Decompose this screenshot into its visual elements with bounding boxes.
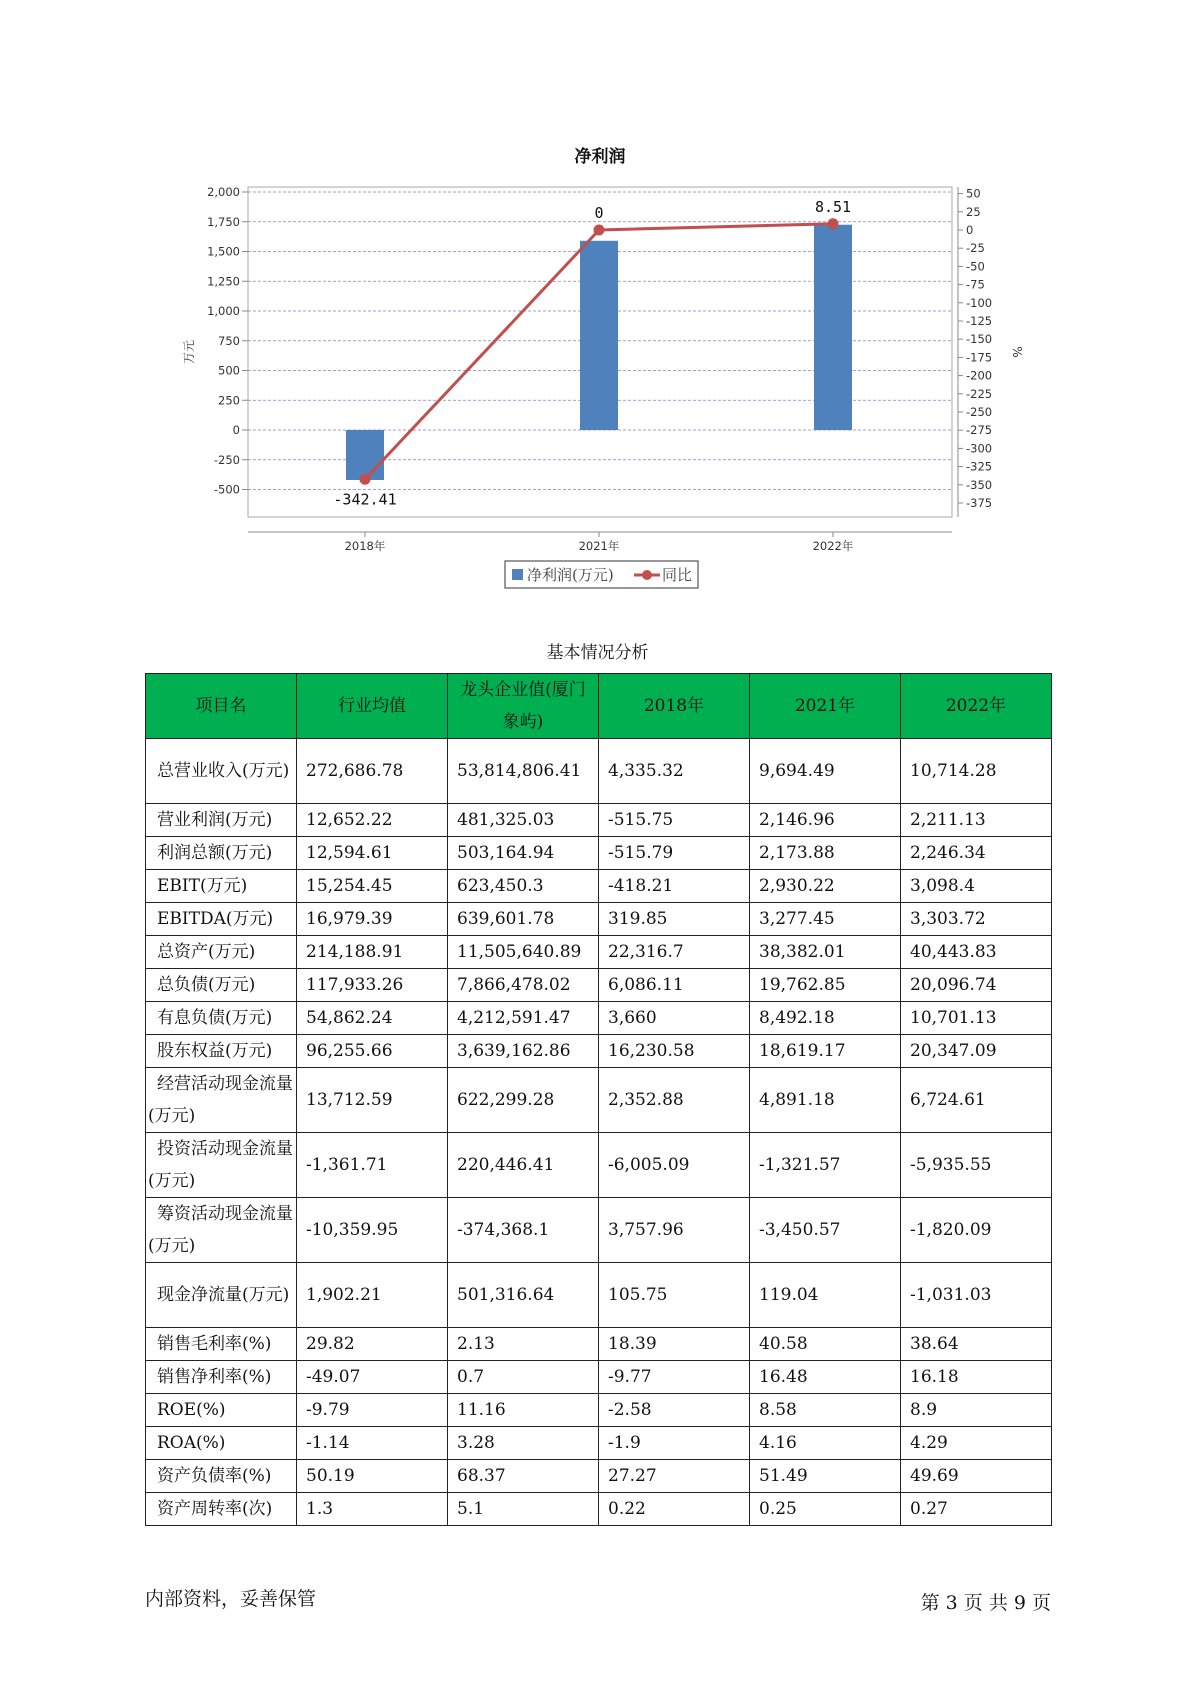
bar — [814, 225, 852, 430]
value-cell: 11.16 — [448, 1394, 599, 1427]
value-cell: 13,712.59 — [297, 1068, 448, 1133]
table-row — [146, 1035, 1052, 1068]
value-cell: 0.22 — [599, 1493, 750, 1526]
value-cell: 503,164.94 — [448, 837, 599, 870]
value-cell: 16,230.58 — [599, 1035, 750, 1068]
bar — [580, 241, 618, 430]
table-row — [146, 903, 1052, 936]
table-header-cell: 龙头企业值(厦门象屿) — [448, 674, 599, 739]
table-row — [146, 1394, 1052, 1427]
value-cell: -2.58 — [599, 1394, 750, 1427]
y2-tick-label: 50 — [966, 186, 981, 201]
value-cell: 51.49 — [750, 1460, 901, 1493]
table-header-cell: 2022年 — [901, 674, 1052, 739]
y2-tick-label: -150 — [966, 332, 993, 347]
row-label-cell: 投资活动现金流量(万元) — [146, 1133, 297, 1198]
value-cell: 105.75 — [599, 1263, 750, 1328]
table-row — [146, 1328, 1052, 1361]
value-cell: 11,505,640.89 — [448, 936, 599, 969]
y-tick-label: 1,250 — [207, 274, 240, 289]
value-cell: -515.75 — [599, 804, 750, 837]
value-cell: -1,361.71 — [297, 1133, 448, 1198]
y2-tick-label: -275 — [966, 423, 993, 438]
value-cell: 16.48 — [750, 1361, 901, 1394]
y-tick-label: 1,500 — [207, 244, 240, 259]
value-cell: 1.3 — [297, 1493, 448, 1526]
row-label-cell: 总营业收入(万元) — [146, 739, 297, 804]
value-cell: 10,714.28 — [901, 739, 1052, 804]
y2-tick-label: -225 — [966, 386, 993, 401]
row-label-cell: 股东权益(万元) — [146, 1035, 297, 1068]
net-profit-chart — [0, 0, 1191, 600]
table-row — [146, 870, 1052, 903]
value-cell: 622,299.28 — [448, 1068, 599, 1133]
value-cell: 3,277.45 — [750, 903, 901, 936]
value-cell: 9,694.49 — [750, 739, 901, 804]
data-label: -342.41 — [333, 490, 397, 509]
row-label-cell: EBITDA(万元) — [146, 903, 297, 936]
value-cell: 22,316.7 — [599, 936, 750, 969]
value-cell: -515.79 — [599, 837, 750, 870]
row-label-cell: EBIT(万元) — [146, 870, 297, 903]
table-row — [146, 1493, 1052, 1526]
x-tick-label: 2022年 — [812, 539, 854, 553]
value-cell: 2,146.96 — [750, 804, 901, 837]
value-cell: 68.37 — [448, 1460, 599, 1493]
value-cell: 3,639,162.86 — [448, 1035, 599, 1068]
footer-confidential-note: 内部资料，妥善保管 — [145, 1588, 317, 1610]
table-caption: 基本情况分析 — [546, 643, 649, 663]
chart-canvas — [0, 0, 1191, 600]
footer-page-number: 第 3 页 共 9 页 — [920, 1592, 1051, 1614]
value-cell: 4,212,591.47 — [448, 1002, 599, 1035]
value-cell: -418.21 — [599, 870, 750, 903]
table-row — [146, 1263, 1052, 1328]
row-label-cell: 现金净流量(万元) — [146, 1263, 297, 1328]
value-cell: 639,601.78 — [448, 903, 599, 936]
value-cell: 8.9 — [901, 1394, 1052, 1427]
value-cell: 3.28 — [448, 1427, 599, 1460]
value-cell: 3,098.4 — [901, 870, 1052, 903]
value-cell: 18.39 — [599, 1328, 750, 1361]
y-tick-label: 2,000 — [207, 185, 240, 199]
value-cell: 12,594.61 — [297, 837, 448, 870]
table-row — [146, 1460, 1052, 1493]
value-cell: 10,701.13 — [901, 1002, 1052, 1035]
y2-tick-label: -350 — [966, 477, 993, 492]
value-cell: 481,325.03 — [448, 804, 599, 837]
table-header-cell: 2018年 — [599, 674, 750, 739]
line-point — [828, 218, 839, 229]
value-cell: 319.85 — [599, 903, 750, 936]
row-label-cell: 销售净利率(%) — [146, 1361, 297, 1394]
data-label: 0 — [594, 204, 604, 222]
value-cell: 8.58 — [750, 1394, 901, 1427]
value-cell: -1.14 — [297, 1427, 448, 1460]
value-cell: -1.9 — [599, 1427, 750, 1460]
table-header-cell: 行业均值 — [297, 674, 448, 739]
value-cell: -1,031.03 — [901, 1263, 1052, 1328]
value-cell: 3,660 — [599, 1002, 750, 1035]
value-cell: 623,450.3 — [448, 870, 599, 903]
value-cell: -6,005.09 — [599, 1133, 750, 1198]
value-cell: -1,820.09 — [901, 1198, 1052, 1263]
value-cell: 27.27 — [599, 1460, 750, 1493]
y-tick-label: 1,000 — [207, 304, 240, 318]
y2-tick-label: -300 — [966, 441, 993, 456]
value-cell: 3,303.72 — [901, 903, 1052, 936]
value-cell: 12,652.22 — [297, 804, 448, 837]
value-cell: 0.7 — [448, 1361, 599, 1394]
value-cell: 1,902.21 — [297, 1263, 448, 1328]
table-header-cell: 2021年 — [750, 674, 901, 739]
legend-label-bar: 净利润(万元) — [527, 566, 614, 584]
table-row — [146, 739, 1052, 804]
value-cell: 8,492.18 — [750, 1002, 901, 1035]
basic-analysis-table — [145, 673, 1052, 1526]
value-cell: 0.25 — [750, 1493, 901, 1526]
table-row — [146, 804, 1052, 837]
value-cell: 119.04 — [750, 1263, 901, 1328]
y2-tick-label: -100 — [966, 295, 993, 310]
y-tick-label: -500 — [213, 482, 240, 497]
value-cell: 5.1 — [448, 1493, 599, 1526]
value-cell: 6,724.61 — [901, 1068, 1052, 1133]
value-cell: 4,335.32 — [599, 739, 750, 804]
value-cell: 96,255.66 — [297, 1035, 448, 1068]
row-label-cell: 销售毛利率(%) — [146, 1328, 297, 1361]
row-label-cell: 有息负债(万元) — [146, 1002, 297, 1035]
y-tick-label: 250 — [218, 393, 240, 408]
value-cell: -1,321.57 — [750, 1133, 901, 1198]
line-point — [594, 225, 605, 236]
y2-tick-label: -375 — [966, 496, 993, 510]
row-label-cell: 利润总额(万元) — [146, 837, 297, 870]
value-cell: 3,757.96 — [599, 1198, 750, 1263]
table-row — [146, 1427, 1052, 1460]
row-label-cell: 资产周转率(次) — [146, 1493, 297, 1526]
table-header-cell: 项目名 — [146, 674, 297, 739]
row-label-cell: ROE(%) — [146, 1394, 297, 1427]
value-cell: 4,891.18 — [750, 1068, 901, 1133]
value-cell: 0.27 — [901, 1493, 1052, 1526]
y-tick-label: -250 — [213, 452, 240, 467]
value-cell: 40.58 — [750, 1328, 901, 1361]
value-cell: 2,352.88 — [599, 1068, 750, 1133]
value-cell: 16.18 — [901, 1361, 1052, 1394]
y2-tick-label: 25 — [966, 204, 981, 219]
value-cell: 15,254.45 — [297, 870, 448, 903]
row-label-cell: ROA(%) — [146, 1427, 297, 1460]
table-row — [146, 1133, 1052, 1198]
y2-tick-label: -125 — [966, 314, 993, 328]
y2-tick-label: -50 — [966, 259, 985, 274]
value-cell: 2,211.13 — [901, 804, 1052, 837]
value-cell: 16,979.39 — [297, 903, 448, 936]
value-cell: 40,443.83 — [901, 936, 1052, 969]
value-cell: -9.79 — [297, 1394, 448, 1427]
value-cell: 38,382.01 — [750, 936, 901, 969]
legend-swatch-bar — [512, 569, 523, 580]
table-row — [146, 936, 1052, 969]
table-row — [146, 1002, 1052, 1035]
legend-label-line: 同比 — [662, 566, 693, 584]
row-label-cell: 资产负债率(%) — [146, 1460, 297, 1493]
value-cell: 49.69 — [901, 1460, 1052, 1493]
y2-tick-label: -175 — [966, 350, 993, 365]
row-label-cell: 经营活动现金流量(万元) — [146, 1068, 297, 1133]
value-cell: 20,347.09 — [901, 1035, 1052, 1068]
value-cell: 2,246.34 — [901, 837, 1052, 870]
table-row — [146, 969, 1052, 1002]
line-point — [360, 474, 371, 485]
legend-swatch-point — [642, 570, 652, 580]
value-cell: 18,619.17 — [750, 1035, 901, 1068]
table-row — [146, 1361, 1052, 1394]
value-cell: -3,450.57 — [750, 1198, 901, 1263]
value-cell: 7,866,478.02 — [448, 969, 599, 1002]
value-cell: 20,096.74 — [901, 969, 1052, 1002]
table-row — [146, 1198, 1052, 1263]
y-tick-label: 1,750 — [207, 214, 240, 229]
value-cell: 2.13 — [448, 1328, 599, 1361]
table-body — [146, 739, 1052, 1526]
row-label-cell: 总资产(万元) — [146, 936, 297, 969]
value-cell: 38.64 — [901, 1328, 1052, 1361]
value-cell: 19,762.85 — [750, 969, 901, 1002]
y2-tick-label: -250 — [966, 405, 993, 419]
y-tick-label: 0 — [232, 423, 240, 437]
value-cell: -374,368.1 — [448, 1198, 599, 1263]
value-cell: 54,862.24 — [297, 1002, 448, 1035]
y2-tick-label: -200 — [966, 368, 993, 383]
table-row — [146, 1068, 1052, 1133]
row-label-cell: 营业利润(万元) — [146, 804, 297, 837]
y-tick-label: 750 — [218, 333, 240, 348]
y2-tick-label: -75 — [966, 277, 985, 292]
value-cell: -10,359.95 — [297, 1198, 448, 1263]
value-cell: 220,446.41 — [448, 1133, 599, 1198]
value-cell: -9.77 — [599, 1361, 750, 1394]
y-tick-label: 500 — [218, 363, 240, 378]
table-header-row — [146, 674, 1052, 739]
y2-axis-title: % — [1010, 346, 1024, 358]
value-cell: 50.19 — [297, 1460, 448, 1493]
value-cell: 2,173.88 — [750, 837, 901, 870]
value-cell: 501,316.64 — [448, 1263, 599, 1328]
x-tick-label: 2021年 — [578, 539, 620, 553]
value-cell: 117,933.26 — [297, 969, 448, 1002]
value-cell: 4.16 — [750, 1427, 901, 1460]
data-label: 8.51 — [814, 197, 852, 216]
y2-tick-label: -325 — [966, 459, 993, 474]
value-cell: 214,188.91 — [297, 936, 448, 969]
value-cell: 272,686.78 — [297, 739, 448, 804]
row-label-cell: 总负债(万元) — [146, 969, 297, 1002]
value-cell: 2,930.22 — [750, 870, 901, 903]
value-cell: -49.07 — [297, 1361, 448, 1394]
value-cell: 29.82 — [297, 1328, 448, 1361]
value-cell: 53,814,806.41 — [448, 739, 599, 804]
value-cell: 4.29 — [901, 1427, 1052, 1460]
y2-tick-label: 0 — [966, 223, 974, 237]
row-label-cell: 筹资活动现金流量(万元) — [146, 1198, 297, 1263]
x-tick-label: 2018年 — [344, 539, 386, 553]
chart-title: 净利润 — [574, 147, 626, 167]
y-axis-title: 万元 — [182, 339, 196, 365]
value-cell: 6,086.11 — [599, 969, 750, 1002]
table-row — [146, 837, 1052, 870]
y2-tick-label: -25 — [966, 241, 985, 256]
bar — [346, 430, 384, 480]
value-cell: -5,935.55 — [901, 1133, 1052, 1198]
